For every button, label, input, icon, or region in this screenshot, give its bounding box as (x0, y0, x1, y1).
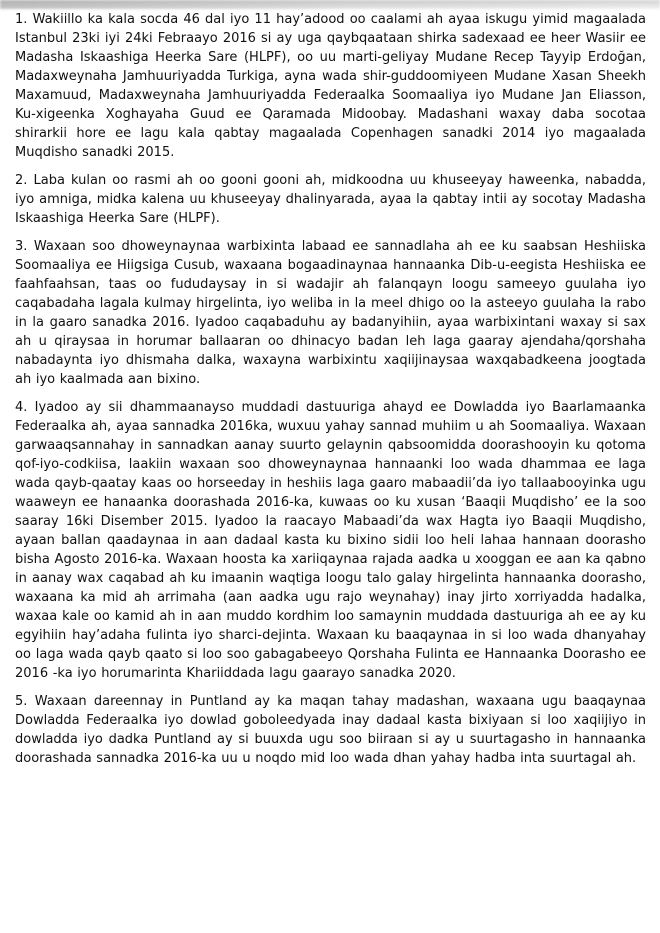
paragraph-2: 2. Laba kulan oo rasmi ah oo gooni gooni ah, midkoodna uu khuseeyay haweenka, nabadda, iyo amniga, midka kalena uu khuseeyay dhalinyarada, ayaa la qabtay intii ay socotay Madasha Iskaashiga Heerka Sare (HLPF). (15, 173, 646, 226)
document-body (15, 10, 646, 777)
paragraph-5: 5. Waxaan dareennay in Puntland ay ka maqan tahay madashan, waxaana ugu baaqaynaa Dowladda Federaalka iyo dowlad goboleedyada inay dadaal kasta bixiyaan si loo xaqiijiyo in dowladda iyo dadka Puntland ay si buuxda ugu soo biiraan si ay u suurtagasho in hannaanka doorashada sannadka 2016-ka uu u noqdo mid loo wada dhan yahay hadba inta suurtagal ah. (15, 694, 646, 766)
paragraph-4: 4. Iyadoo ay sii dhammaanayso muddadi dastuuriga ahayd ee Dowladda iyo Baarlamaanka Federaalka ah, ayaa sannadka 2016ka, wuxuu yahay sannad muhiim u ah Soomaaliya. Waxaan garwaaqsannahay in sannadkan aanay suurto gelaynin qabsoomidda doorashooyin ku qotoma qof-iyo-codkiisa, laakiin waxaan soo dhoweynaynaa hannaanki loo wada dhammaa ee laga wada qayb-qaatay kaas oo horseeday in heshiis laga gaaro mabaadii’da iyo tallaabooyinka ugu waaweyn ee hanaanka doorashada 2016-ka, kuwaas oo ku xusan ‘Baaqii Muqdisho’ ee la soo saaray 16ki Disember 2015. Iyadoo la raacayo Mabaadi’da wax Hagta iyo Baaqii Muqdisho, ayaan ballan qaadaynaa in aan dadaal kasta ku bixino sidii loo heli lahaa hannaan doorasho bisha Agosto 2016-ka. Waxaan hoosta ka xariiqaynaa rajada aadka u xooggan ee aan ka qabno in aanay wax caqabad ah ku imaanin waqtiga loogu talo galay hirgelinta hannaanka doorasho, waxaana ka mid ah arrimaha (aan aadka ugu rajo weynahay) inay jirto xorriyadda hadalka, waxaa kale oo kamid ah in aan muddo kordhim loo samaynin muddada dastuuriga ah ee ay ku egyihiin hay’adaha fulinta iyo sharci-dejinta. Waxaan ku baaqaynaa in si loo wada dhanyahay oo laga wada qayb qaato si loo soo gabagabeeyo Qorshaha Fulinta ee Hannaanka Doorasho ee 2016 -ka iyo horumarinta Khariiddada lagu gaarayo sanadka 2020. (15, 400, 646, 681)
paragraph-1: 1. Wakiillo ka kala socda 46 dal iyo 11 hay’adood oo caalami ah ayaa iskugu yimid magaalada Istanbul 23ki iyi 24ki Febraayo 2016 si ay uga qaybqaataan shirka sadexaad ee heer Wasiir ee Madasha Iskaashiga Heerka Sare (HLPF), oo uu marti-geliyay Mudane Recep Tayyip Erdoğan, Madaxweynaha Jamhuuriyadda Turkiga, ayna wada shir-guddoomiyeen Mudane Xasan Sheekh Maxamuud, Madaxweynaha Jamhuuriyadda Federaalka Soomaaliya iyo Mudane Jan Eliasson, Ku-xigeenka Xoghayaha Guud ee Qaramada Midoobay. Madashani waxay daba socotaa shirarkii hore ee lagu kala qabtay magaalada Copenhagen sanadki 2014 iyo magaalada Muqdisho sanadki 2015. (15, 12, 646, 160)
scan-edge-artifact (0, 0, 660, 9)
paragraph-3: 3. Waxaan soo dhoweynaynaa warbixinta labaad ee sannadlaha ah ee ku saabsan Heshiiska Soomaaliya ee Hiigsiga Cusub, waxaana bogaadinaynaa hannaanka Dib-u-eegista Heshiiska ee faahfaahsan, taas oo fududaysay in si wadajir ah falanqayn loogu sameeyo guulaha iyo caqabadaha lagala kulmay hirgelinta, iyo weliba in la meel dhigo oo la asteeyo guulaha la rabo in la gaaro sanadka 2016. Iyadoo caqabaduhu ay badanyihiin, ayaa warbixintani waxay si sax ah u qiraysaa in horumar ballaaran oo dhinacyo badan leh laga gaaray ajendaha/qorshaha nabadaynta iyo dhismaha dalka, waxayna warbixintu xaqiijinaysaa waxqabadkeena joogtada ah iyo kaalmada aan bixino. (15, 239, 646, 387)
